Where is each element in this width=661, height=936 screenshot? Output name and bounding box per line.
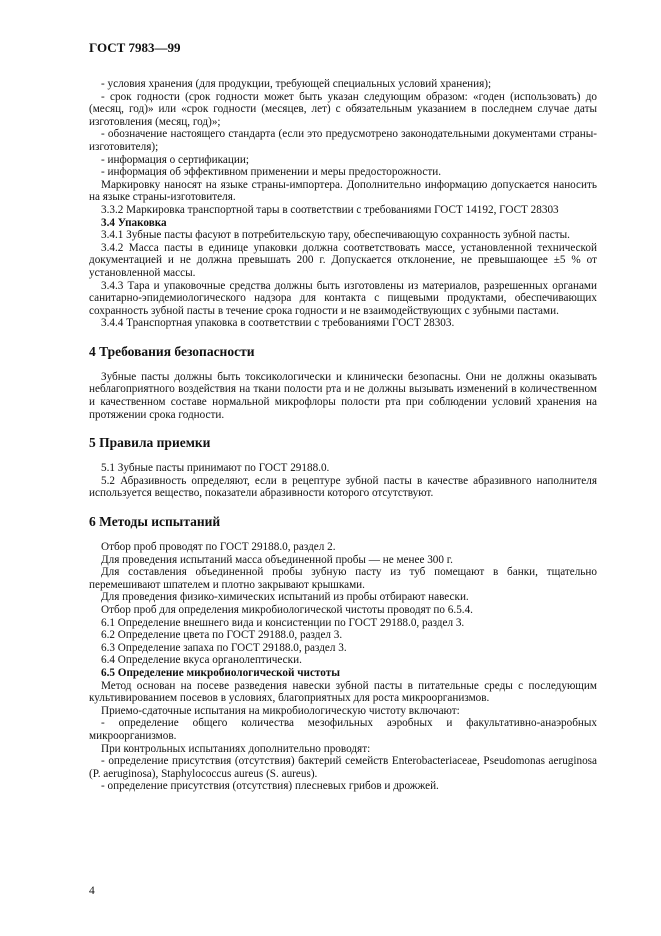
- paragraph: 3.4.3 Тара и упаковочные средства должны быть изготовлены из материалов, разрешенных органами санитарно-эпидемиологического надзора для контакта с пищевыми продуктами, обеспечивающих сохранность зубной пасты в течение срока годности и не взаимодействующих с зубными пастами.: [89, 279, 597, 317]
- paragraph: 3.4.4 Транспортная упаковка в соответствии с требованиями ГОСТ 28303.: [101, 317, 455, 330]
- paragraph: - срок годности (срок годности может быть указан следующим образом: «годен (использовать) до (месяц, год)» или «срок годности (месяцев, лет) с обязательным указанием в последнем случае даты изготовления (месяц, год)»;: [89, 90, 597, 128]
- paragraph: - определение общего количества мезофильных аэробных и факультативно-анаэробных микроорганизмов.: [89, 717, 597, 742]
- document-header: ГОСТ 7983—99: [89, 40, 181, 55]
- paragraph: - обозначение настоящего стандарта (если это предусмотрено законодательными документами страны-изготовителя);: [89, 128, 597, 153]
- paragraph: 3.3.2 Маркировка транспортной тары в соответствии с требованиями ГОСТ 14192, ГОСТ 28303: [101, 203, 559, 216]
- paragraph: - информация о сертификации;: [101, 153, 249, 166]
- paragraph: 6.2 Определение цвета по ГОСТ 29188.0, раздел 3.: [101, 629, 343, 642]
- paragraph: Приемо-сдаточные испытания на микробиологическую чистоту включают:: [101, 704, 460, 717]
- paragraph: Маркировку наносят на языке страны-импортера. Дополнительно информацию допускается наносить на языке страны-изготовителя.: [89, 178, 597, 204]
- paragraph: Отбор проб для определения микробиологической чистоты проводят по 6.5.4.: [101, 604, 473, 616]
- subsection-heading-3-4: 3.4 Упаковка: [101, 216, 167, 229]
- paragraph: - определение присутствия (отсутствия) плесневых грибов и дрожжей.: [101, 780, 439, 793]
- paragraph: При контрольных испытаниях дополнительно проводят:: [101, 742, 371, 755]
- marking-list: [89, 78, 597, 217]
- paragraph: 6.1 Определение внешнего вида и консистенции по ГОСТ 29188.0, раздел 3.: [101, 616, 465, 629]
- paragraph: 5.2 Абразивность определяют, если в рецептуре зубной пасты в качестве абразивного наполнителя используется вещество, показатели абразивности которого отсутствуют.: [89, 474, 597, 500]
- paragraph: Для составления объединенной пробы зубную пасту из туб помещают в банки, тщательно перемешивают шпателем и плотно закрывают крышками.: [89, 566, 597, 591]
- packaging-list: [89, 229, 597, 330]
- section-heading-5: 5 Правила приемки: [89, 435, 211, 451]
- paragraph: Для проведения испытаний масса объединенной пробы — не менее 300 г.: [101, 553, 453, 566]
- paragraph: 6.4 Определение вкуса органолептически.: [101, 654, 302, 667]
- paragraph: Отбор проб проводят по ГОСТ 29188.0, раздел 2.: [101, 541, 336, 554]
- section-heading-6: 6 Методы испытаний: [89, 514, 221, 530]
- paragraph: Метод основан на посеве разведения навески зубной пасты в питательные среды с последующим культивированием посевов в условиях, благоприятных для роста микроорганизмов.: [89, 679, 597, 705]
- paragraph: 3.4.2 Масса пасты в единице упаковки должна соответствовать массе, установленной технической документацией и не должна превышать 200 г. Допускается отклонение, не превышающее ±5 % от установленной массы.: [89, 241, 597, 279]
- paragraph: Для проведения физико-химических испытаний из пробы отбирают навески.: [101, 591, 469, 604]
- page-number: 4: [89, 885, 95, 897]
- subsection-heading-6-5: 6.5 Определение микробиологической чистоты: [101, 666, 340, 679]
- paragraph: 3.4.1 Зубные пасты фасуют в потребительскую тару, обеспечивающую сохранность зубной пасты.: [101, 229, 570, 242]
- document-page: [89, 40, 597, 793]
- section-heading-4: 4 Требования безопасности: [89, 343, 255, 359]
- paragraph: 5.1 Зубные пасты принимают по ГОСТ 29188.0.: [101, 462, 330, 475]
- paragraph: 6.3 Определение запаха по ГОСТ 29188.0, раздел 3.: [101, 641, 347, 654]
- paragraph: - условия хранения (для продукции, требующей специальных условий хранения);: [101, 78, 492, 90]
- paragraph: - определение присутствия (отсутствия) бактерий семейств Enterobacteriaceae, Pseudomonas aeruginosa (P. aeruginosa), Staphylococcus aureus (S. aureus).: [89, 755, 597, 780]
- paragraph: - информация об эффективном применении и меры предосторожности.: [101, 166, 442, 179]
- paragraph: Зубные пасты должны быть токсикологически и клинически безопасны. Они не должны оказывать неблагоприятного воздействия на ткани полости рта и не должны вызывать изменений в количественном и качественном составе нормальной микрофлоры полости рта при соблюдении условий хранения на протяжении срока годности.: [89, 370, 597, 421]
